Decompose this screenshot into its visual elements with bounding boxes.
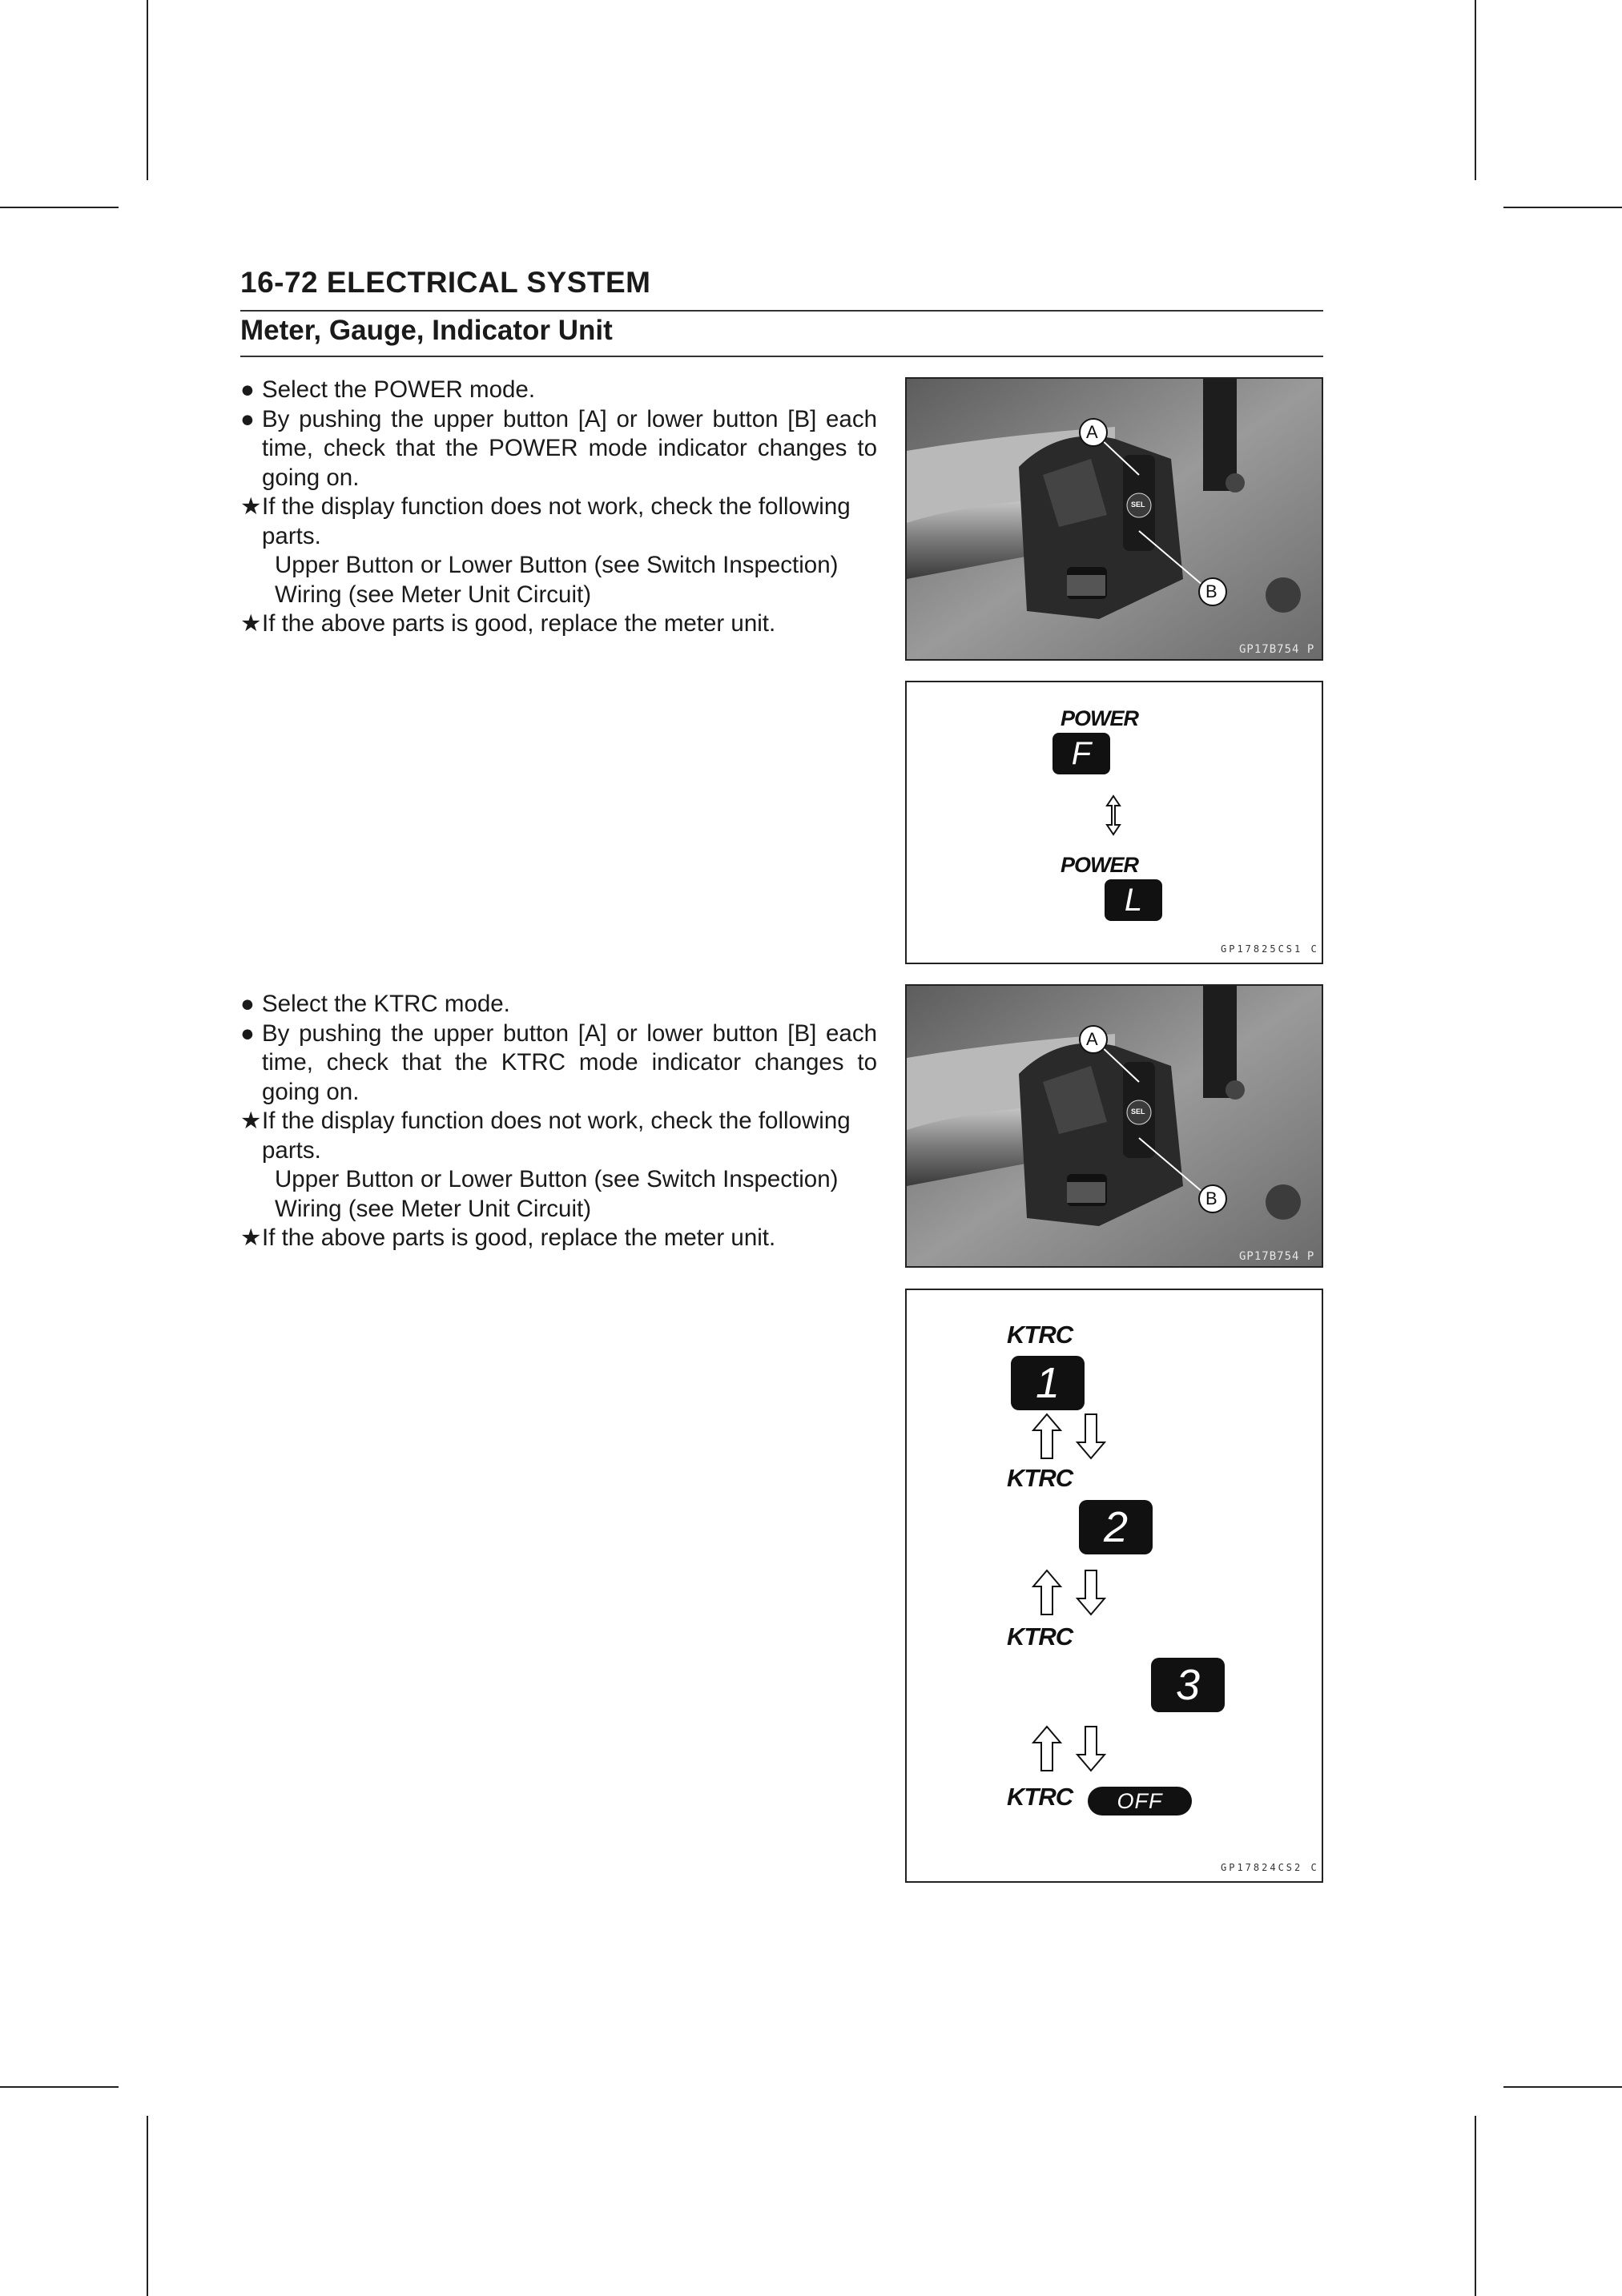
ktrc-label: KTRC <box>1007 1783 1073 1811</box>
handlebar-switch-illustration <box>907 379 1323 661</box>
crop-mark <box>147 2116 148 2296</box>
item-text: Wiring (see Meter Unit Circuit) <box>275 581 592 608</box>
item-text: If the display function does not work, check the following parts. <box>262 1108 851 1164</box>
list-item <box>240 493 877 551</box>
section-rule <box>240 356 1323 357</box>
ktrc-mode-3-badge: 3 <box>1151 1658 1225 1712</box>
up-arrow-icon <box>1033 1727 1061 1771</box>
bullet-mark: ● <box>240 1019 255 1047</box>
bullet-mark: ● <box>240 376 255 403</box>
list-item <box>240 581 877 610</box>
sel-button-label: SEL <box>1131 501 1145 509</box>
crop-mark <box>1503 207 1622 208</box>
list-item <box>240 551 877 581</box>
power-mode-l-badge: L <box>1105 879 1162 921</box>
item-text: Upper Button or Lower Button (see Switch Inspection) <box>275 1166 839 1192</box>
ktrc-label: KTRC <box>1007 1321 1073 1349</box>
power-instructions <box>240 376 877 639</box>
figure-caption: GP17B754 P <box>1239 1250 1315 1263</box>
item-text: By pushing the upper button [A] or lower button [B] each time, check that the POWER mode indicator changes to going on. <box>262 405 877 491</box>
power-label: POWER <box>1061 853 1139 877</box>
handlebar-switch-illustration <box>907 986 1323 1268</box>
callout-b: B <box>1205 581 1218 601</box>
crop-mark <box>0 2086 119 2088</box>
power-mode-diagram <box>905 681 1323 964</box>
ktrc-label: KTRC <box>1007 1464 1073 1492</box>
bullet-mark: ● <box>240 991 255 1017</box>
sel-button-label: SEL <box>1131 1108 1145 1116</box>
header-rule <box>240 310 1323 312</box>
bullet-mark: ● <box>240 405 255 432</box>
down-arrow-icon <box>1077 1414 1105 1458</box>
item-text: If the above parts is good, replace the meter unit. <box>262 1224 776 1251</box>
down-arrow-icon <box>1077 1727 1105 1771</box>
callout-a: A <box>1086 1029 1098 1049</box>
crop-mark <box>1503 2086 1622 2088</box>
ktrc-mode-2-badge: 2 <box>1079 1500 1153 1554</box>
ktrc-label: KTRC <box>1007 1622 1073 1651</box>
star-mark: ★ <box>240 1224 262 1251</box>
up-arrow-icon <box>1033 1570 1061 1614</box>
ktrc-mode-1-badge: 1 <box>1011 1356 1085 1410</box>
list-item <box>240 1019 877 1108</box>
star-mark: ★ <box>240 493 262 520</box>
crop-mark <box>147 0 148 180</box>
power-mode-f-badge: F <box>1052 733 1110 774</box>
item-text: Select the POWER mode. <box>262 376 536 403</box>
list-item <box>240 609 877 639</box>
page-title: 16-72 ELECTRICAL SYSTEM <box>240 266 651 299</box>
star-mark: ★ <box>240 610 262 637</box>
crop-mark <box>1475 0 1476 180</box>
list-item <box>240 1224 877 1253</box>
ktrc-instructions <box>240 990 877 1253</box>
item-text: Wiring (see Meter Unit Circuit) <box>275 1195 592 1222</box>
up-arrow-icon <box>1033 1414 1061 1458</box>
crop-mark <box>1475 2116 1476 2296</box>
figure-caption: GP17825CS1 C <box>1221 943 1319 955</box>
ktrc-mode-diagram <box>905 1289 1323 1883</box>
section-title: Meter, Gauge, Indicator Unit <box>240 315 613 346</box>
callout-b: B <box>1205 1188 1218 1208</box>
item-text: Select the KTRC mode. <box>262 991 510 1017</box>
list-item <box>240 376 877 405</box>
item-text: If the above parts is good, replace the meter unit. <box>262 610 776 637</box>
list-item <box>240 1107 877 1165</box>
handlebar-switch-photo <box>905 377 1323 661</box>
handlebar-switch-photo <box>905 984 1323 1268</box>
item-text: If the display function does not work, check the following parts. <box>262 493 851 549</box>
figure-caption: GP17B754 P <box>1239 643 1315 656</box>
callout-a: A <box>1086 422 1098 442</box>
list-item <box>240 405 877 493</box>
list-item <box>240 990 877 1019</box>
power-label: POWER <box>1061 706 1139 730</box>
list-item <box>240 1195 877 1224</box>
item-text: Upper Button or Lower Button (see Switch Inspection) <box>275 552 839 578</box>
figure-caption: GP17824CS2 C <box>1221 1862 1319 1873</box>
crop-mark <box>0 207 119 208</box>
item-text: By pushing the upper button [A] or lower button [B] each time, check that the KTRC mode indicator changes to going on. <box>262 1019 877 1105</box>
down-arrow-icon <box>1077 1570 1105 1614</box>
star-mark: ★ <box>240 1108 262 1134</box>
ktrc-mode-off-badge: OFF <box>1088 1787 1192 1815</box>
list-item <box>240 1165 877 1195</box>
